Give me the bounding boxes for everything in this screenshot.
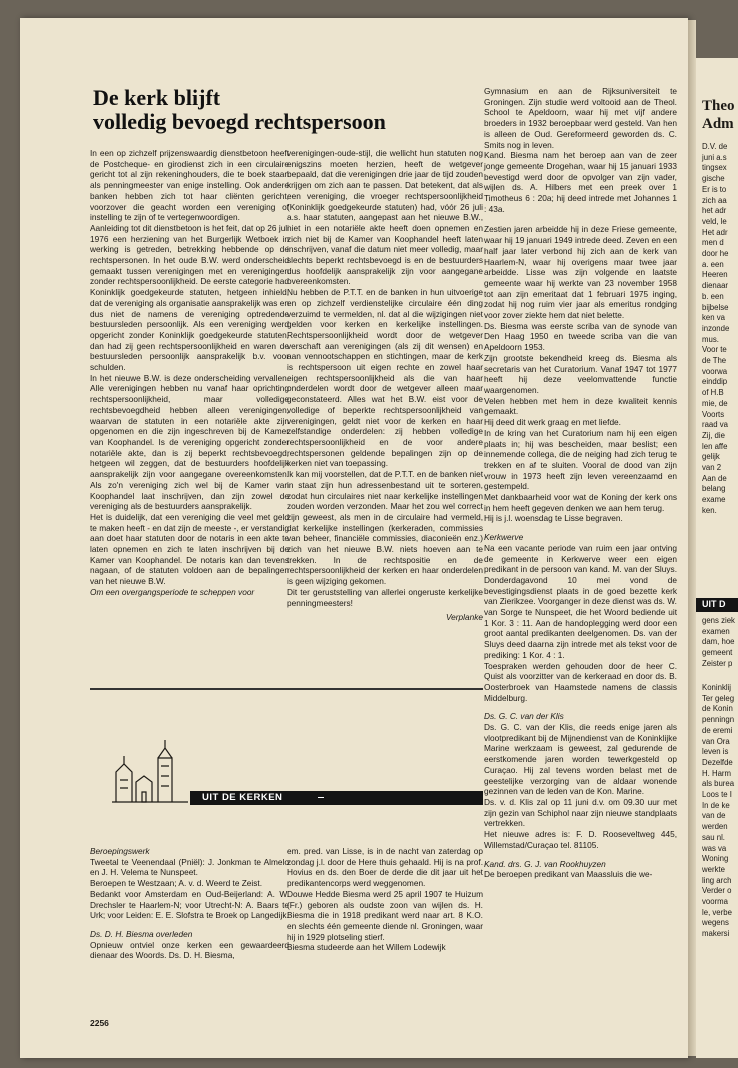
paragraph: Nu hebben de P.T.T. en de banken in hun uitvoerige en op zichzelf verdienstelijke circulaire één ding verzuimd te vermelden, nl. dat al die wijzigingen niet gelden voor kerken en kerkelijke instellingen. Rechtspersoonlijkheid wordt door de wetgever verschaft aan verenigingen (als zij dit wensen) en aan vennootschappen en stichtingen, maar de kerk is rechtspersoon uit eigen rechte en zowel haar eigen rechtspersoonlijkheid als die van haar onderdelen wordt door de wetgever alleen maar geconstateerd. Alles wat het B.W. eist voor de volledige of beperkte rechtspersoonlijkheid van verenigingen, geldt niet voor de kerken en haar zelfstandige onderdelen: zij hebben volledige rechtspersoonlijkheid en de voor andere rechtspersonen geldende bepalingen zijn op de kerken niet van toepassing. [287,287,483,469]
subheading-biesma: Ds. D. H. Biesma overleden [90,928,193,939]
next-page-line: voorwa [702,366,728,376]
next-page-line: leven is [702,747,729,757]
article-column-2 [287,148,483,623]
section-band [190,791,483,805]
paragraph: Kand. Biesma nam het beroep aan van de zeer jonge gemeente Drogehan, waar hij 15 januari 1933 bevestigd werd door de opvolger van zijn vader, wijlen ds. A. Hilbers met een preek over 1 Timotheus 6 : 20a; hij deed intrede met Johannes 1 : 43a. [484,150,677,214]
next-page-line: Zeister p [702,658,733,668]
next-page-line: men d [702,238,724,248]
paragraph: Ds. v. d. Klis zal op 11 juni d.v. om 09.30 uur met zijn gezin van Schiphol naar zijn nieuwe standplaats vertrekken. [484,797,677,829]
next-page-line: ken va [702,313,725,323]
next-page-line: voorma [702,897,728,906]
next-page-line: bijbelse [702,302,729,312]
section-band-label: UIT DE KERKEN [202,792,283,803]
paragraph: Na een vacante periode van ruim een jaar ontving de gemeente in Kerkwerve weer een eigen predikant in de persoon van kand. M. van der Sluys. Donderdagavond 10 mei vond de bevestigingsdienst plaats in de goed bezette kerk van Zierikzee. Voorganger in deze dienst was ds. W. van Sorge te Nunspeet, die het Woord bediende uit 1 Kor. 3 : 11. Aan de handoplegging werd door een groot aantal predikanten deelgenomen. Ds. van der Sluys deed daarna zijn intrede met als tekst voor de prediking: 1 Kor. 4 : 1. [484,542,677,660]
next-page-line: Het adr [702,227,728,237]
next-page-line: le, verbe [702,907,732,917]
next-page-line: de eremi [702,725,733,735]
next-page-line: als burea [702,779,735,789]
next-page-line: inzonde [702,323,730,333]
paragraph: Beroepen te Westzaan; A. v. d. Weerd te Zeist. [90,878,263,889]
next-page-line: D.V. de [702,142,728,151]
next-page-line: H. Harm [702,768,732,778]
subheading-beroepingswerk: Beroepingswerk [90,846,150,856]
next-page-line: gemeent [702,648,733,658]
next-page-edge [696,58,738,1058]
next-page-line: mus. [702,334,719,344]
next-page-line: of H.B [702,388,724,398]
next-title-1: Theo [702,98,735,114]
next-page-line: a. een [702,259,724,269]
next-page-line: b. een [702,291,724,301]
next-page-line: van de [702,811,726,821]
paragraph: Aanleiding tot dit dienstbetoon is het feit, dat op 26 juli 1976 een herziening van het Burgerlijk Wetboek in werking is getreden, betrekking hebbende op de rechtspersonen. In het oude B.W. werd onderscheid gemaakt tussen verenigingen met en verenigingen zonder rechtspersoonlijkheid. De eerste categorie had Koninklijk goedgekeurde statuten, hetgeen inhield, dat de vereniging als organisatie aansprakelijk was en dus niet de namens de vereniging optredende bestuursleden persoonlijk. Als een vereniging werd opgericht zonder Koninklijk goedgekeurde statuten, dan had zij geen rechtspersoonlijkheid en waren de bestuursleden persoonlijk aansprakelijk b.v. voor schulden. [90,222,289,373]
next-page-line: Koninklij [702,683,732,692]
next-page-line: len affe [702,441,728,451]
next-page-line: gische [702,174,725,184]
next-page-line: van 2 [702,463,722,472]
paragraph: Het is duidelijk, dat een vereniging die veel met geld te maken heeft - en dat zijn de meeste -, er verstandig aan doet haar statuten door de notaris in een akte te laten opnemen en zich te laten inschrijven bij de Kamer van Koophandel. De notaris kan dan tevens nagaan, of de statuten voldoen aan de bepalingen van het nieuwe B.W. [90,511,289,587]
next-page-line: de The [702,356,727,365]
book-spine [688,20,696,1056]
subheading-kerkwerve: Kerkwerve [484,532,524,543]
article-column-1 [90,148,289,598]
next-page-line: van Ora [702,736,730,746]
next-page-line: sau nl. [702,832,725,842]
next-page-line: makersi [702,929,730,939]
paragraph: Het nieuwe adres is: F. D. Rooseveltweg 445, Willemstad/Curaçao tel. 81105. [484,829,677,850]
next-page-line: gens ziek [702,616,735,625]
next-page-line: In de ke [702,800,730,810]
next-page-line: gelijk [702,452,720,462]
paragraph: De beroepen predikant van Maassluis die we- [484,869,653,880]
paragraph: Ds. Biesma was eerste scriba van de synode van Den Haag 1950 en tweede scriba van die van Apeldoorn 1953. [484,320,677,353]
next-page-line: Zij, die [702,430,725,440]
next-page-line: examen [702,626,730,636]
next-page-line: door he [702,249,729,258]
next-page-line: werkte [702,864,725,874]
magazine-page [20,18,688,1058]
next-page-line: exame [702,495,726,505]
section-column-1 [90,846,289,961]
title-line-1: De kerk blijft [93,85,221,110]
next-page-line: mie, de [702,398,728,408]
paragraph: In een op zichzelf prijzenswaardig dienstbetoon heeft de Postcheque- en girodienst zich in een circulaire gericht tot al zijn rekeninghouders, die te boek staan als penningmeester van enige instelling. Ook andere banken hebben zich tot haar cliënten gericht, voorzover die geacht worden een vereniging of instelling te zijn of te vertegenwoordigen. [90,148,289,223]
news-column-3 [484,86,677,880]
band-dash [318,797,324,798]
next-page-line: werden [702,822,728,832]
next-page-line: Voorts [702,409,725,419]
next-page-line: raad va [702,420,729,430]
next-page-line: veld, le [702,216,727,226]
paragraph: Zestien jaren arbeidde hij in deze Friese gemeente, waar hij 19 januari 1949 intrede deed. Zeven en een half jaar later verbond hij zich aan de kerk van Haarlem-N, waar hij overigens maar twee jaar arbeidde. Lisse was zijn volgende en laatste gemeente waar hij werkte van 23 november 1958 tot aan zijn emeritaat dat 1 februari 1975 inging, zodat hij nog ruim vier jaar als emeritus rondging voor zover ziekte hem dat niet belette. [484,224,677,321]
next-page-line: ken. [702,505,717,515]
next-page-line: penningn [702,715,735,725]
paragraph: Met dankbaarheid voor wat de Koning der kerk ons in hem heeft gegeven denken we aan hem terug. [484,492,677,513]
article-signature: Verplanke [445,612,483,623]
paragraph: Zijn grootste bekendheid kreeg ds. Biesma als secretaris van het Curatorium. Vanaf 1947 tot 1977 heeft hij deze veelomvattende functie waargenomen. [484,352,677,395]
next-title-2: Adm [702,116,734,132]
paragraph: Biesma studeerde aan het Willem Lodewijk [287,942,446,953]
paragraph: Tweetal te Veenendaal (Pniël): J. Jonkman te Almelo en J. H. Velema te Nunspeet. [90,856,289,878]
next-page-line: ling arch [702,875,732,885]
title-line-2: volledig bevoegd rechtspersoon [93,109,386,134]
next-page-line: de Konin [702,704,733,714]
next-page-line: belang [702,484,726,494]
paragraph: verenigingen-oude-stijl, die wellicht hun statuten nog enigszins moeten herzien, heeft de wetgever bepaald, dat die verenigingen drie jaar de tijd zouden krijgen om zich aan te passen. Dat betekent, dat als een vereniging, die vroeger rechtspersoonlijkheid (Koninklijk goedgekeurde statuten) had, vóór 26 juli a.s. haar statuten, aangepast aan het nieuwe B.W., niet in een notariële akte heeft doen opnemen en zich niet bij de Kamer van Koophandel heeft laten inschrijven, vanaf die datum niet meer volledig, maar slechts beperkt rechtsbevoegd is en de bestuurders dus hoofdelijk aansprakelijk zijn voor aangegane overeenkomsten. [287,148,483,287]
section-rule [90,688,483,690]
section-column-2 [287,846,483,953]
paragraph: Dit ter geruststelling van allerlei ongeruste kerkelijke penningmeesters! [287,586,483,608]
next-page-line: Loos te I [702,790,732,799]
paragraph: em. pred. van Lisse, is in de nacht van zaterdag op zondag j.l. door de Here thuis gehaald. Hij is na prof. Hovius en ds. den Boer de derde die dit jaar uit het predikantencorps werd weggenomen. [287,846,483,889]
next-page-band [696,598,738,612]
subheading-kand: Kand. drs. G. J. van Rookhuyzen [484,858,606,869]
page-number: 2256 [90,1018,109,1028]
next-page-line: juni a.s [702,152,727,162]
article-title [93,86,423,134]
next-page-line: zich aa [702,195,727,205]
next-page-line: einddip [702,377,728,387]
paragraph: Opnieuw ontviel onze kerken een gewaardeerd dienaar des Woords. Ds. D. H. Biesma, [90,939,289,961]
paragraph: Velen hebben met hem in deze kwaliteit kennis gemaakt. [484,395,677,417]
paragraph: In het nieuwe B.W. is deze onderscheiding vervallen. Alle verenigingen hebben nu vanaf haar oprichting rechtspersoonlijkheid, maar volledige rechtsbevoegdheid hebben alleen verenigingen, waarvan de statuten in een notariële akte zijn opgenomen en die zijn ingeschreven bij de Kamer van Koophandel. Is de vereniging opgericht zonder notariële akte, dan is zij beperkt rechtsbevoegd, hetgeen wil zeggen, dat de bestuurders hoofdelijk aansprakelijk zijn voor aangegane overeenkomsten. Als zo'n vereniging zich wel bij de Kamer van Koophandel laat inschrijven, dan zijn zowel de vereniging als de bestuurders aansprakelijk. [90,372,289,512]
subheading-klis: Ds. G. C. van der Klis [484,711,564,722]
next-page-line: Heeren [702,270,728,280]
next-page-line: het adr [702,206,727,216]
church-towers-icon [110,736,190,804]
next-page-line: dam, hoe [702,637,735,647]
next-page-line: Er is to [702,184,727,194]
paragraph: Hij is j.l. woensdag te Lisse begraven. [484,513,623,524]
paragraph: Ds. G. C. van der Klis, die reeds enige jaren als vlootpredikant bij de Mijnendienst van de Koninklijke Marine werkzaam is geweest, zal gedurende de eerstkomende jaren worden tewerkgesteld op Curaçao. Hij zal tevens worden belast met de geestelijke verzorging van de aldaar wonende gezinnen van de leden van de Kon. Marine. [484,722,677,797]
next-band-label: UIT D [702,599,726,609]
next-page-line: Dezelfde [702,757,733,767]
paragraph: Om een overgangsperiode te scheppen voor [90,586,255,597]
paragraph: Hij deed dit werk graag en met liefde. [484,417,621,428]
next-page-line: Ter geleg [702,693,735,703]
next-page-line: Voor te [702,345,727,355]
paragraph: In de kring van het Curatorium nam hij een eigen plaats in; hij was bescheiden, maar beslist; een innemende collega, die de neiging had zich terug te trekken en af te sluiten. Vooral de dood van zijn vrouw in 1973 heeft zijn leven vereenzaamd en gestempeld. [484,427,677,492]
next-page-line: dienaar [702,281,729,291]
next-page-line: tingsex [702,163,727,173]
next-page-line: was va [702,843,727,853]
next-page-line: wegens [702,918,729,928]
paragraph: Douwe Hedde Biesma werd 25 april 1907 te Huizum (Fr.) geboren als oudste zoon van wijlen ds. H. Biesma die in 1918 predikant werd naar art. 8 K.O. en slechts één gemeente diende nl. Groningen, waar hij in 1929 plotseling stierf. [287,888,483,942]
next-page-line: Woning [702,854,729,864]
paragraph: Bedankt voor Amsterdam en Oud-Beijerland: A. W. Drechsler te Haarlem-N; voor Utrecht-N: A. Baars te Urk; voor Leiden: E. E. Slofstra te Broek op Langedijk. [90,888,289,921]
next-page-line: Aan de [702,473,727,483]
paragraph: Ik kan mij voorstellen, dat de P.T.T. en de banken niet in staat zijn hun adressenbestand uit te sorteren, zodat hun circulaires niet naar kerkelijke instellingen zouden worden verzonden. Maar het zou wel correct zijn geweest, als men in de circulaire had vermeld, dat kerkelijke instellingen (kerkeraden, commissies van beheer, financiële commissies, diaconieën enz.) zich van het nieuwe B.W. niets hoeven aan te trekken. In de rechtspositie en de rechtspersoonlijkheid der kerken en haar onderdelen is geen wijziging gekomen. [287,469,483,587]
paragraph: Gymnasium en aan de Rijksuniversiteit te Groningen. Zijn studie werd voltooid aan de Theol. School te Apeldoorn, waar hij met vijf andere broeders in 1932 beroepbaar werd gesteld. Van hen is alleen de Oud. Gereformeerd geworden ds. C. Smits nog in leven. [484,86,677,150]
next-page-line: Verder o [702,886,732,896]
paragraph: Toespraken werden gehouden door de heer C. Quist als voorzitter van de kerkeraad en door ds. B. Oosterbroek van Haamstede namens de classis Middelburg. [484,660,677,703]
